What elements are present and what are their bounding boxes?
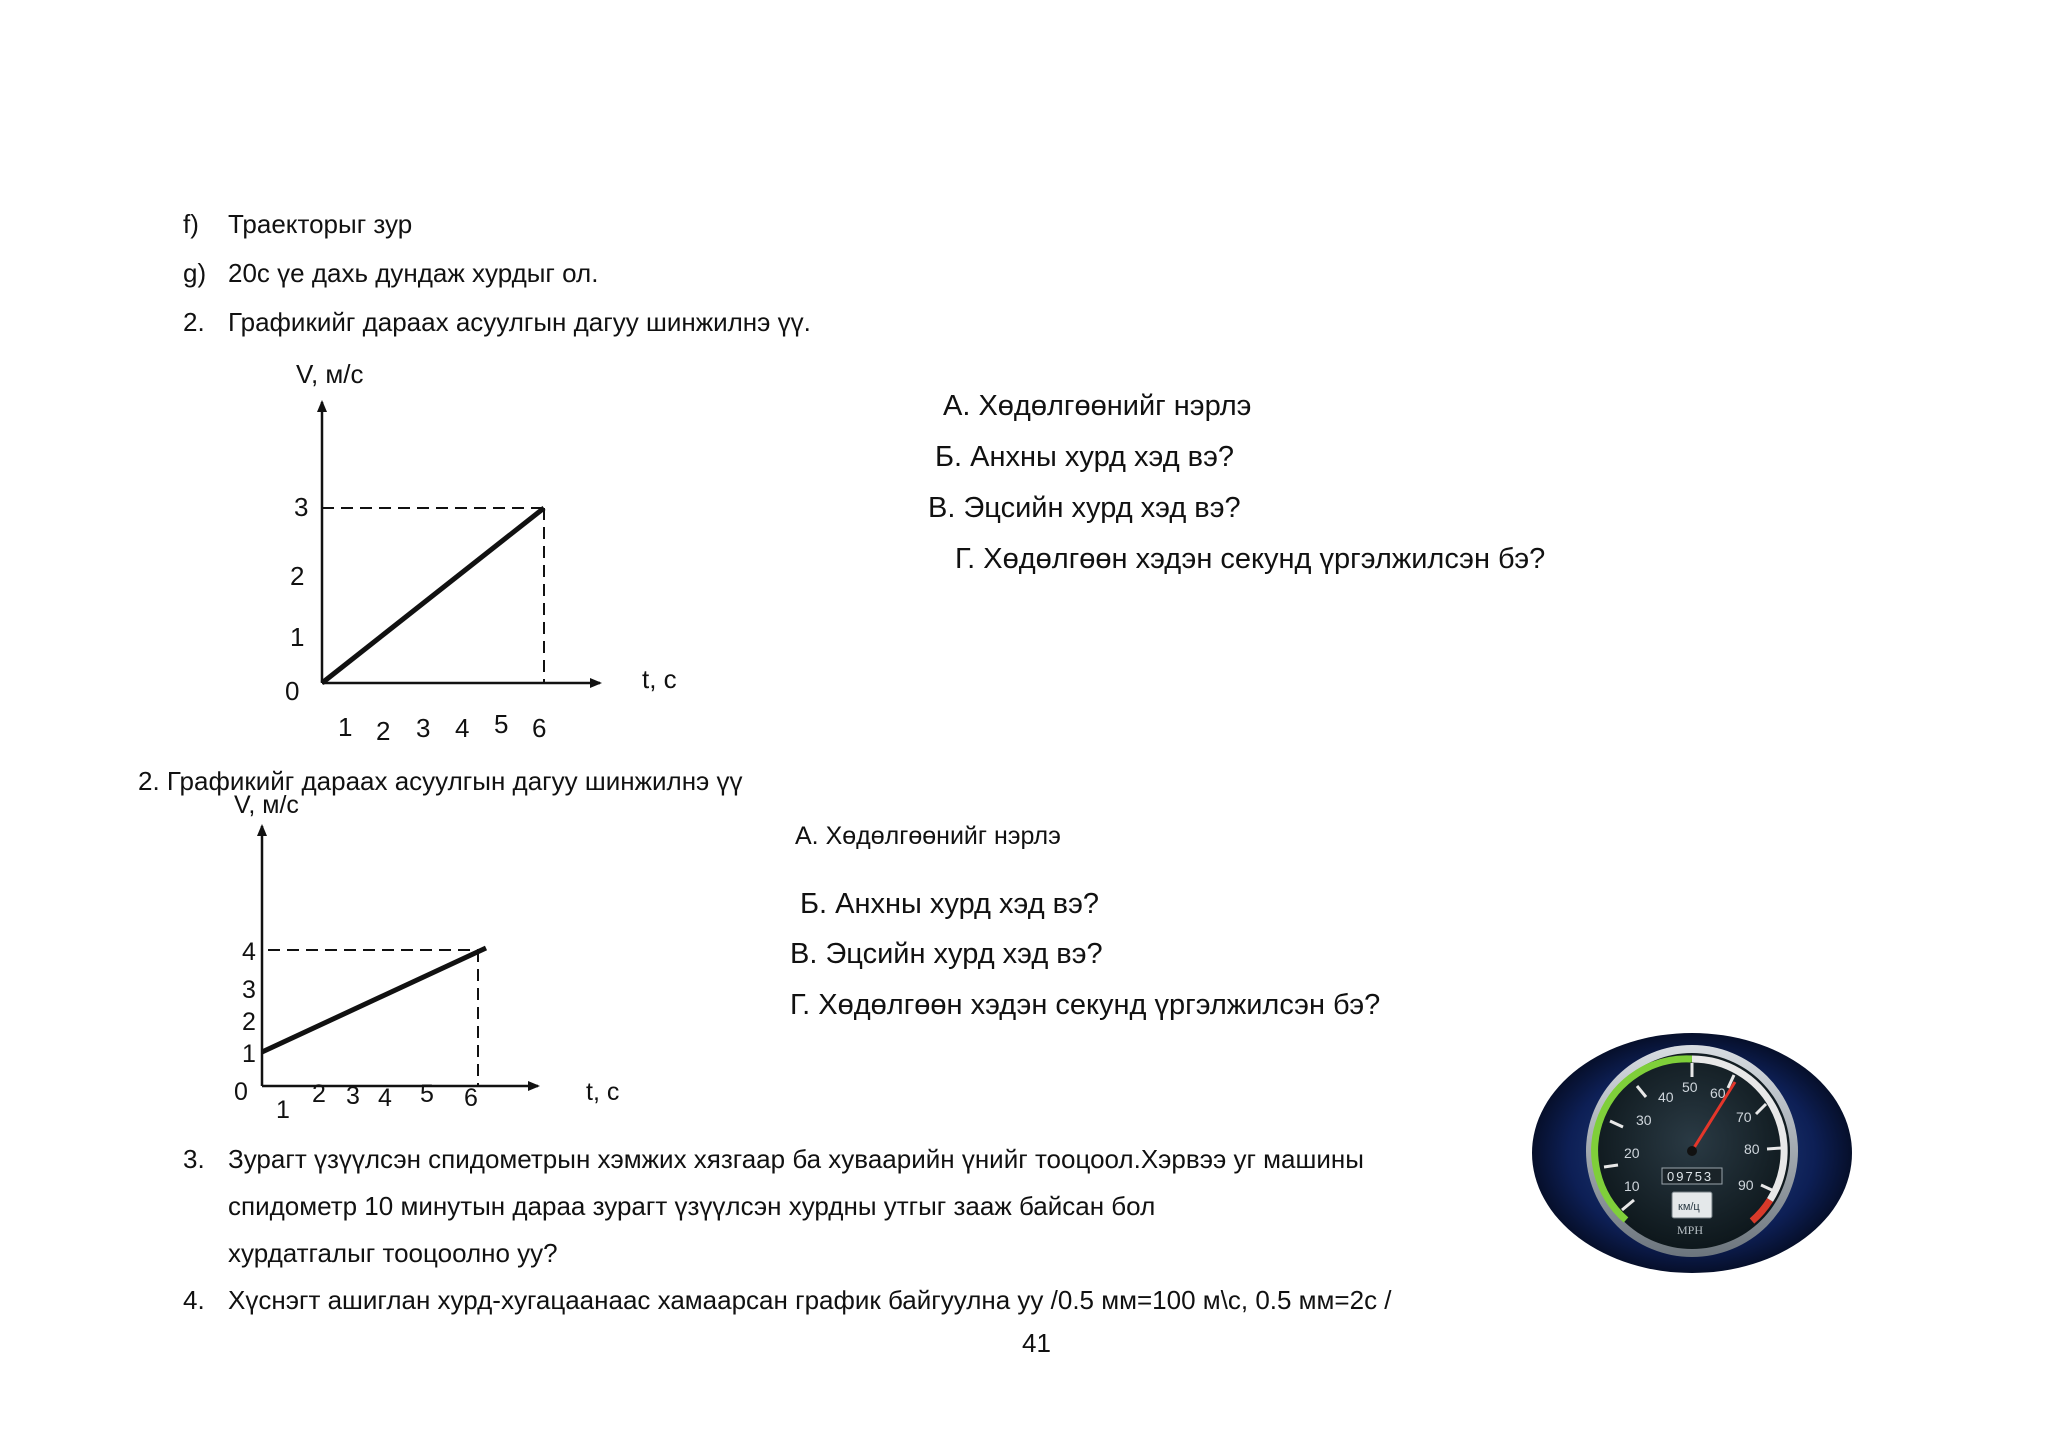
needle-hub [1687, 1146, 1697, 1156]
x-tick-3: 3 [346, 1082, 360, 1110]
graph1-question-a: А. Хөдөлгөөнийг нэрлэ [943, 390, 1252, 422]
x-axis-label: t, c [586, 1078, 620, 1106]
dial-label-70: 70 [1736, 1109, 1752, 1125]
dial-label-30: 30 [1636, 1112, 1652, 1128]
unit-box-label: км/ц [1678, 1201, 1700, 1213]
graph2-question-g: Г. Хөдөлгөөн хэдэн секунд үргэлжилсэн бэ? [790, 989, 1381, 1021]
x-tick-1: 1 [338, 712, 353, 742]
x-axis-label: t, c [642, 664, 677, 694]
item-3-line-2: спидометр 10 минутын дараа зурагт үзүүлсэн хурдны утгыг зааж байсан бол [228, 1191, 1156, 1221]
dial-label-10: 10 [1624, 1178, 1640, 1194]
y-axis-label: V, м/с [296, 360, 364, 389]
item-f-marker: f) [183, 209, 199, 239]
dial-label-80: 80 [1744, 1141, 1760, 1157]
y-tick-2: 2 [242, 1008, 256, 1036]
x-tick-4: 4 [378, 1084, 392, 1112]
graph2-question-a: А. Хөдөлгөөнийг нэрлэ [795, 822, 1061, 850]
odometer-value: 09753 [1667, 1169, 1714, 1184]
item-3-line-1: Зурагт үзүүлсэн спидометрын хэмжих хязгаар ба хуваарийн үнийг тооцоол.Хэрвээ уг машины [228, 1144, 1364, 1174]
y-tick-3: 3 [294, 492, 309, 522]
velocity-line [262, 948, 486, 1052]
y-tick-1: 1 [290, 622, 305, 652]
x-tick-5: 5 [420, 1080, 434, 1108]
dial-label-40: 40 [1658, 1089, 1674, 1105]
x-tick-4: 4 [455, 713, 470, 743]
dial-label-20: 20 [1624, 1145, 1640, 1161]
dial-label-50: 50 [1682, 1079, 1698, 1095]
dial-label-60: 60 [1710, 1085, 1726, 1101]
y-axis-label: V, м/с [234, 791, 299, 819]
unit-label: MPH [1677, 1223, 1704, 1237]
velocity-graph-2 [220, 790, 640, 1130]
item-3-marker: 3. [183, 1144, 205, 1174]
item-4-text: Хүснэгт ашиглан хурд-хугацаанаас хамаарсан график байгуулна уу /0.5 мм=100 м\с, 0.5 мм=2с / [228, 1285, 1392, 1315]
item-4-marker: 4. [183, 1285, 205, 1315]
page-number: 41 [1022, 1328, 1051, 1358]
item-f-text: Траекторыг зур [228, 209, 413, 239]
x-tick-5: 5 [494, 709, 509, 739]
item-3-line-3: хурдатгалыг тооцоолно уу? [228, 1238, 558, 1268]
velocity-line [322, 508, 544, 683]
graph1-question-v: В. Эцсийн хурд хэд вэ? [928, 492, 1241, 524]
origin-label: 0 [234, 1078, 248, 1106]
item-2-marker: 2. [183, 307, 205, 337]
x-tick-6: 6 [532, 713, 547, 743]
y-tick-3: 3 [242, 976, 256, 1004]
graph1-question-b: Б. Анхны хурд хэд вэ? [935, 441, 1235, 473]
speedometer-image [1530, 1030, 1854, 1276]
graph1-question-g: Г. Хөдөлгөөн хэдэн секунд үргэлжилсэн бэ? [955, 543, 1546, 575]
y-tick-4: 4 [242, 938, 256, 966]
x-tick-2: 2 [312, 1080, 326, 1108]
x-tick-1: 1 [276, 1096, 290, 1124]
origin-label: 0 [285, 676, 300, 706]
velocity-graph-1 [260, 360, 720, 750]
dial-label-90: 90 [1738, 1177, 1754, 1193]
x-tick-3: 3 [416, 713, 431, 743]
item-g-text: 20с үе дахь дундаж хурдыг ол. [228, 258, 599, 288]
item-2-text: Графикийг дараах асуулгын дагуу шинжилнэ үү. [228, 307, 811, 337]
x-tick-2: 2 [376, 716, 391, 746]
x-tick-6: 6 [464, 1084, 478, 1112]
question-2-heading: 2. Графикийг дараах асуулгын дагуу шинжилнэ үү [138, 766, 743, 796]
graph2-question-b: Б. Анхны хурд хэд вэ? [800, 888, 1100, 920]
y-tick-2: 2 [290, 561, 305, 591]
y-tick-1: 1 [242, 1040, 256, 1068]
item-g-marker: g) [183, 258, 207, 288]
graph2-question-v: В. Эцсийн хурд хэд вэ? [790, 938, 1103, 970]
